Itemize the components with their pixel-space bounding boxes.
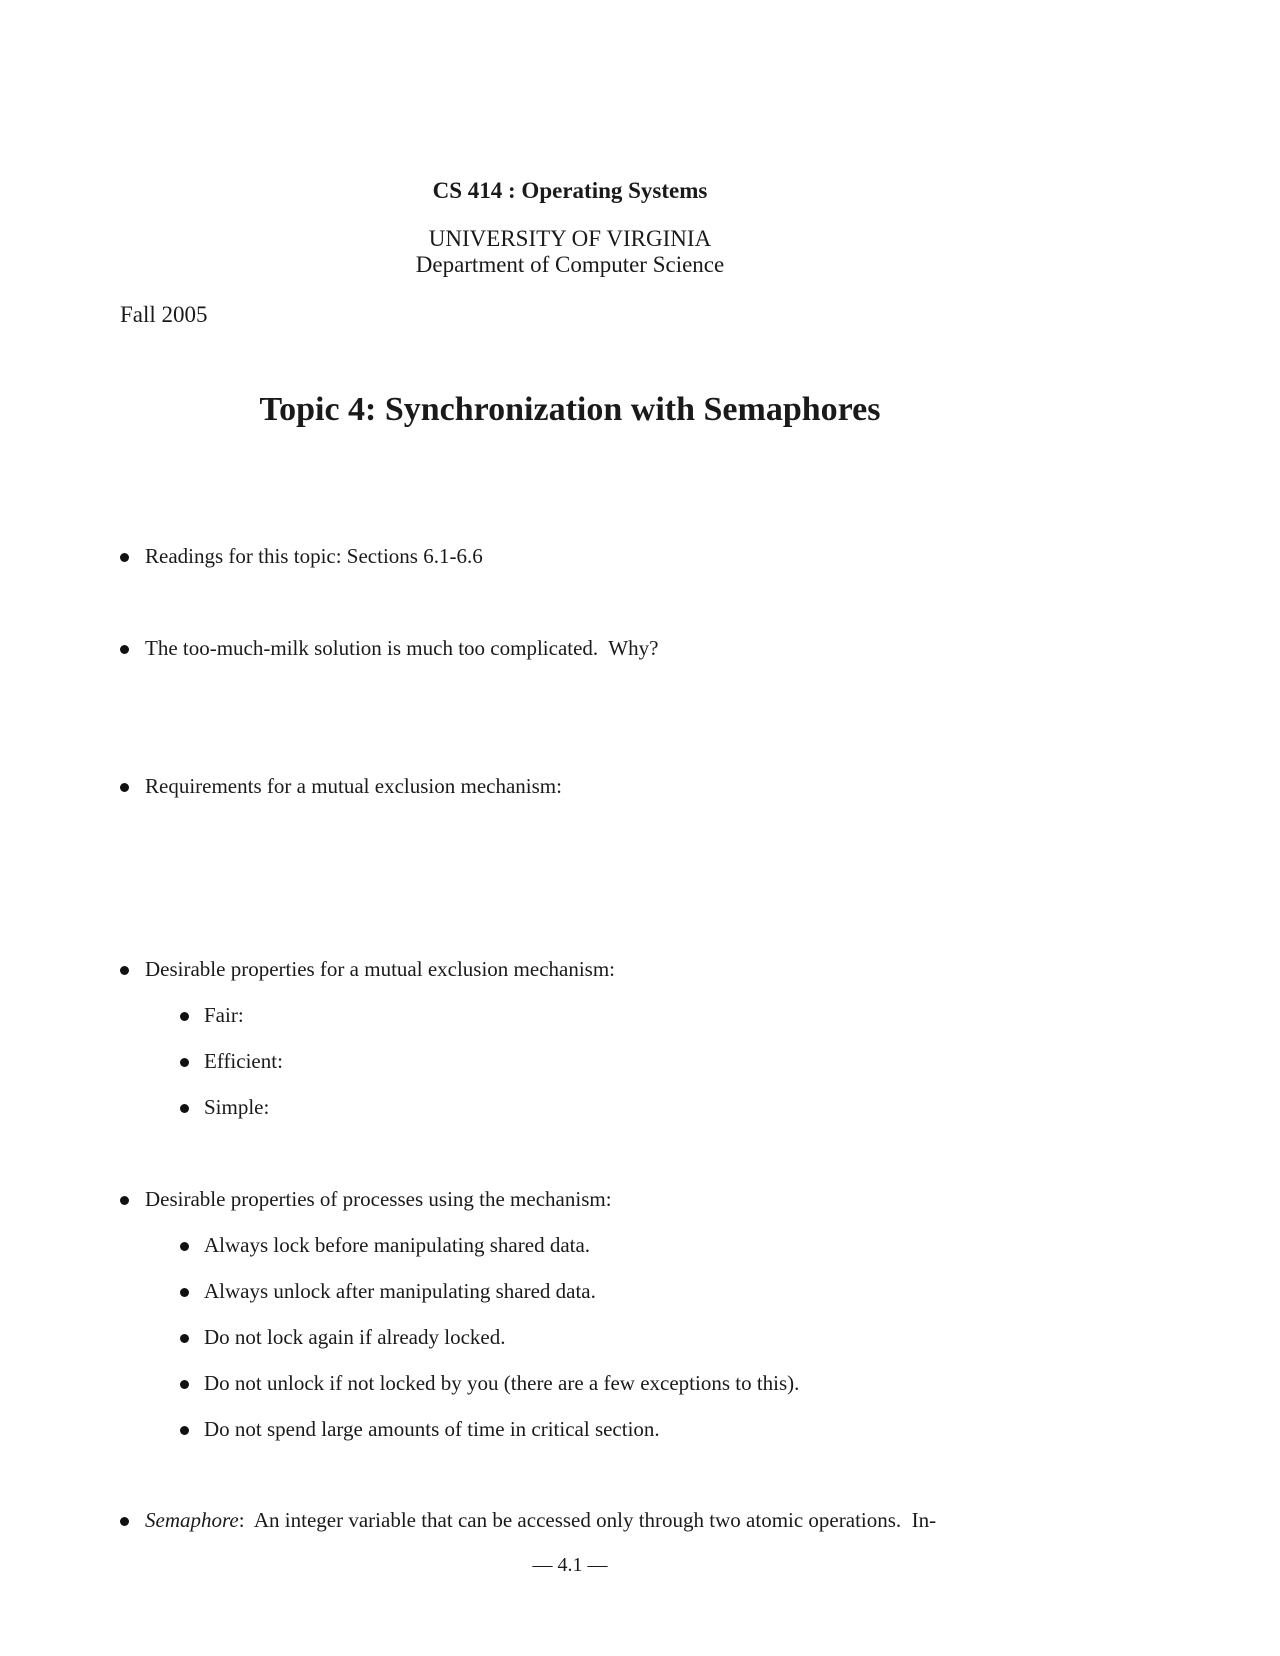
sub-bullet-icon bbox=[180, 1242, 189, 1251]
desirable-processes-text: Desirable properties of processes using the mechanism: bbox=[145, 1187, 612, 1211]
requirements-text: Requirements for a mutual exclusion mechanism: bbox=[145, 774, 562, 798]
sub-bullet-icon bbox=[180, 1334, 189, 1343]
term-label: Fall 2005 bbox=[120, 302, 208, 327]
sub-bullet-icon bbox=[180, 1426, 189, 1435]
bullet-icon bbox=[120, 1196, 129, 1205]
desirable-mechanism-text: Desirable properties for a mutual exclusion mechanism: bbox=[145, 957, 616, 981]
mechanism-prop-efficient: Efficient: bbox=[204, 1049, 283, 1073]
mechanism-prop-simple: Simple: bbox=[204, 1095, 270, 1119]
bullet-icon bbox=[120, 783, 129, 792]
semaphore-definition bbox=[145, 1508, 936, 1533]
university-name: UNIVERSITY OF VIRGINIA bbox=[428, 226, 712, 251]
course-title: CS 414 : Operating Systems bbox=[432, 178, 708, 203]
topic-title: Topic 4: Synchronization with Semaphores bbox=[259, 391, 881, 428]
semaphore-definition-text: : An integer variable that can be accessed only through two atomic operations. In- bbox=[238, 1508, 937, 1532]
bullet-icon bbox=[120, 553, 129, 562]
sub-bullet-icon bbox=[180, 1380, 189, 1389]
sub-bullet-icon bbox=[180, 1104, 189, 1113]
sub-bullet-icon bbox=[180, 1288, 189, 1297]
bullet-icon bbox=[120, 645, 129, 654]
sub-bullet-icon bbox=[180, 1012, 189, 1021]
page-number: — 4.1 — bbox=[532, 1554, 608, 1576]
mechanism-prop-fair: Fair: bbox=[204, 1003, 244, 1027]
process-prop-short-critical: Do not spend large amounts of time in critical section. bbox=[204, 1417, 660, 1441]
process-prop-lock-before: Always lock before manipulating shared data. bbox=[204, 1233, 591, 1257]
process-prop-unlock-after: Always unlock after manipulating shared data. bbox=[204, 1279, 596, 1303]
too-much-milk-text: The too-much-milk solution is much too complicated. Why? bbox=[145, 636, 659, 660]
department-name: Department of Computer Science bbox=[415, 252, 725, 277]
process-prop-no-foreign-unlock: Do not unlock if not locked by you (there are a few exceptions to this). bbox=[204, 1371, 800, 1395]
readings-text: Readings for this topic: Sections 6.1-6.6 bbox=[145, 544, 483, 568]
bullet-icon bbox=[120, 1517, 129, 1526]
bullet-icon bbox=[120, 966, 129, 975]
semaphore-term: Semaphore bbox=[145, 1508, 239, 1532]
sub-bullet-icon bbox=[180, 1058, 189, 1067]
process-prop-no-relock: Do not lock again if already locked. bbox=[204, 1325, 506, 1349]
